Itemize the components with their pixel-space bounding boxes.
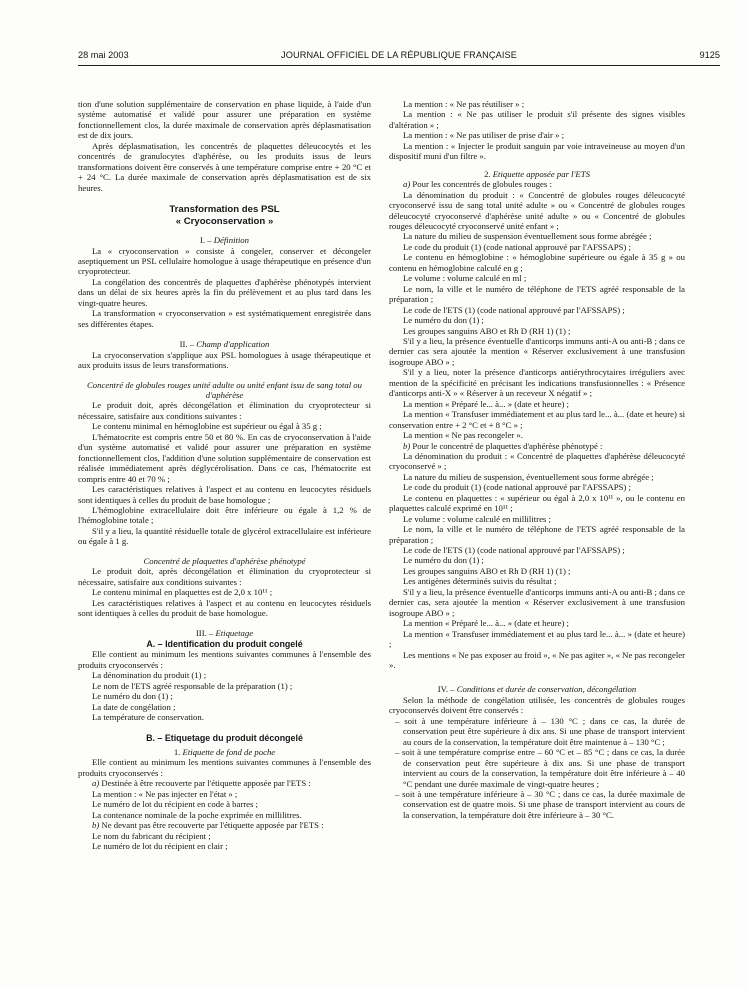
paragraph: La mention : « Injecter le produit sanguin par voie intraveineuse au moyen d'un dispositif muni d'un filtre ». <box>389 140 685 162</box>
paragraph: Selon la méthode de congélation utilisée, les concentrés de globules rouges cryoconservés doivent être conservés : <box>389 694 685 716</box>
paragraph: La mention « Transfuser immédiatement et au plus tard le... à... (date et heure) si conservation entre + 2 °C et + 8 °C » ; <box>389 409 685 430</box>
list-item: – soit à une température comprise entre – 60 °C et – 85 °C ; dans ce cas, la durée de conservation peut être supérieure à dix ans. Si une phase de transport intervient au cours de la conservation, la température doit être inférieure à – 40 °C pendant une durée maximale de vingt-quatre heures ; <box>395 747 685 789</box>
heading <box>78 747 371 757</box>
paragraph: Le nom, la ville et le numéro de téléphone de l'ETS agréé responsable de la préparation ; <box>389 524 685 545</box>
heading <box>78 235 371 245</box>
header-page-number: 9125 <box>699 50 720 60</box>
right-column <box>389 99 685 982</box>
heading-number: 1. <box>173 747 183 758</box>
paragraph: Le contenu en hémoglobine : « hémoglobine supérieure ou égale à 35 g » ou contenu en hémoglobine calculé en g ; <box>389 252 685 273</box>
list-item: – soit à une température inférieure à – 30 °C ; dans ce cas, la durée maximale de conservation est de quatre mois. Si une phase de transport intervient au cours de la conservation, la température doit être inférieure à – 30 °C. <box>395 789 685 820</box>
paragraph: Le contenu minimal en hémoglobine est supérieur ou égal à 35 g ; <box>92 421 322 432</box>
paragraph: Elle contient au minimum les mentions suivantes communes à l'ensemble des produits cryoconservés : <box>78 757 371 778</box>
paragraph: S'il y a lieu, noter la présence d'anticorps antiérythrocytaires irréguliers avec mention de la spécificité en précisant les indications transfusionnelles : « Présence d'anticorps anti-X » « Réserver à un receveur X négatif » ; <box>389 367 685 399</box>
page-header <box>78 50 720 64</box>
section-title-line: « Cryoconservation » <box>175 215 274 227</box>
paragraph: Le numéro de lot du récipient en code à barres ; <box>92 799 258 810</box>
heading-number: III. – <box>195 628 216 639</box>
paragraph: Les antigènes déterminés suivis du résultat ; <box>403 576 557 587</box>
paragraph: Le numéro du don (1) ; <box>403 315 484 326</box>
list-letter: a) <box>92 778 100 789</box>
heading <box>389 169 685 179</box>
paragraph: L'hématocrite est compris entre 50 et 80 %. En cas de cryoconservation à l'aide d'un système automatisé et validé pour assurer une préparation en système fonctionnellement clos, l'addition d'une solution supplémentaire de conservation est réalisée immédiatement après déglycérolisation. Dans ce cas, l'hématocrite est compris entre 40 et 70 % ; <box>78 431 371 484</box>
paragraph-text: Destinée à être recouverte par l'étiquette apposée par l'ETS : <box>99 778 311 789</box>
paragraph: Le nom, la ville et le numéro de téléphone de l'ETS agréé responsable de la préparation ; <box>389 283 685 305</box>
paragraph: S'il y a lieu, la présence éventuelle d'anticorps immuns anti-A ou anti-B ; dans ce dernier cas sera ajoutée la mention « Réserver exclusivement à une transfusion isogroupe ABO » ; <box>389 335 685 367</box>
paragraph: La nature du milieu de suspension, éventuellement sous forme abrégée ; <box>403 471 654 482</box>
paragraph: Le numéro du don (1) ; <box>403 555 484 566</box>
paragraph: Les caractéristiques relatives à l'aspect et au contenu en leucocytes résiduels sont identiques à celles du produit de base homologue. <box>78 597 371 619</box>
paragraph: S'il y a lieu, la présence éventuelle d'anticorps immuns anti-A ou anti-B ; dans ce dernier cas, sera ajoutée la mention « Réserver exclusivement à une transfusion isogroupe ABO » ; <box>389 586 685 618</box>
paragraph: La mention « Préparé le... à... » (date et heure) ; <box>403 618 569 629</box>
section-title-line: Transformation des PSL <box>169 204 280 216</box>
heading <box>78 339 371 349</box>
paragraph: La nature du milieu de suspension éventuellement sous forme abrégée ; <box>403 231 652 242</box>
heading-text: Etiquette de fond de poche <box>182 747 276 758</box>
header-rule <box>78 65 720 66</box>
paragraph <box>389 441 685 451</box>
left-column <box>78 99 371 982</box>
heading-number: I. – <box>200 235 214 246</box>
heading-text: Etiquetage <box>215 628 254 639</box>
paragraph: La « cryoconservation » consiste à congeler, conserver et décongeler aseptiquement un PSL cellulaire homologue à usage thérapeutique en présence d'un cryoprotecteur. <box>78 245 371 277</box>
section-title <box>78 204 371 227</box>
paragraph: La dénomination du produit (1) ; <box>92 670 207 681</box>
heading-number: II. – <box>179 339 197 350</box>
paragraph: Le code du produit (1) (code national approuvé par l'AFSSAPS) ; <box>403 241 631 252</box>
paragraph: Le numéro de lot du récipient en clair ; <box>92 841 228 852</box>
paragraph: Les mentions « Ne pas exposer au froid », « Ne pas agiter », « Ne pas recongeler ». <box>389 649 685 671</box>
paragraph: La transformation « cryoconservation » est systématiquement enregistrée dans ses différentes étapes. <box>78 308 371 329</box>
paragraph: La dénomination du produit : « Concentré de globules rouges déleucocyté cryoconservé issu de sang total unité adulte » ou « Concentré de globules rouges déleucocyté cryoconservé d'aphérèse unité adulte » ou « Concentré de globules rouges déleucocyté cryoconservé unité enfant » ; <box>389 189 685 231</box>
paragraph-text: Pour les concentrés de globules rouges : <box>410 179 552 190</box>
paragraph: Le volume : volume calculé en millilitres ; <box>403 513 551 524</box>
list-letter: b) <box>92 820 100 831</box>
paragraph-text: Ne devant pas être recouverte par l'étiquette apposée par l'ETS : <box>99 820 324 831</box>
header-journal-title: JOURNAL OFFICIEL DE LA RÉPUBLIQUE FRANÇAISE <box>281 50 517 60</box>
list-letter: a) <box>403 179 411 190</box>
subheading: Concentré de plaquettes d'aphérèse phénotypé <box>143 555 306 566</box>
paragraph: La congélation des concentrés de plaquettes d'aphérèse phénotypés intervient dans un délai de six heures après la fin du prélèvement et au plus tard dans les vingt-quatre heures. <box>78 276 371 308</box>
paragraph: tion d'une solution supplémentaire de conservation en phase liquide, à l'aide d'un système automatisé et validé pour assurer une préparation en système fonctionnellement clos, la durée maximale de conservation après déplasmatisation est de dix jours. <box>78 99 371 141</box>
paragraph: Les caractéristiques relatives à l'aspect et au contenu en leucocytes résiduels sont identiques à celles du produit de base homologue ; <box>78 484 371 505</box>
heading-text: Conditions et durée de conservation, décongélation <box>456 684 637 695</box>
paragraph: Le volume : volume calculé en ml ; <box>403 273 527 284</box>
paragraph: S'il y a lieu, la quantité résiduelle totale de glycérol extracellulaire est inférieure ou égale à 1 g. <box>78 525 371 547</box>
paragraph: Le code de l'ETS (1) (code national approuvé par l'AFSSAPS) ; <box>403 545 625 556</box>
heading <box>78 628 371 638</box>
paragraph: La mention « Transfuser immédiatement et au plus tard le... à... » (date et heure) ; <box>389 628 685 650</box>
paragraph: Le code de l'ETS (1) (code national approuvé par l'AFSSAPS) ; <box>403 304 625 315</box>
header-date: 28 mai 2003 <box>78 50 129 60</box>
paragraph-text: Pour le concentré de plaquettes d'aphérèse phénotypé : <box>410 440 603 451</box>
paragraph: La mention : « Ne pas utiliser le produit s'il présente des signes visibles d'altération » ; <box>389 109 685 130</box>
paragraph: L'hémoglobine extracellulaire doit être inférieure ou égale à 1,2 % de l'hémoglobine totale ; <box>78 504 371 526</box>
paragraph: La mention : « Ne pas réutiliser » ; <box>403 99 525 109</box>
paragraph: Le produit doit, après décongélation et élimination du cryoprotecteur si nécessaire, satisfaire aux conditions suivantes : <box>78 400 371 421</box>
paragraph: La contenance nominale de la poche exprimée en millilitres. <box>92 809 302 820</box>
paragraph: La date de congélation ; <box>92 701 176 712</box>
heading <box>389 684 685 694</box>
subheading: Concentré de globules rouges unité adulte ou unité enfant issu de sang total ou d'aphérèse <box>87 379 362 400</box>
heading-text: Etiquette apposée par l'ETS <box>492 168 590 179</box>
paragraph: Le contenu minimal en plaquettes est de 2,0 x 10¹¹ ; <box>92 587 273 598</box>
paragraph: Le nom du fabricant du récipient ; <box>92 830 211 841</box>
paragraph: La mention : « Ne pas injecter en l'état » ; <box>92 788 238 799</box>
paragraph: Après déplasmatisation, les concentrés de plaquettes déleucocytés et les concentrés de granulocytes d'aphérèse, ou les produits issus de leurs transformations doivent être conservés à une température comprise entre + 20 °C et + 24 °C. La durée maximale de conservation après déplasmatisation est de six heures. <box>78 140 371 193</box>
paragraph: La cryoconservation s'applique aux PSL homologues à usage thérapeutique et aux produits issus de leurs transformations. <box>78 349 371 371</box>
paragraph: La température de conservation. <box>92 712 204 723</box>
paragraph: Les groupes sanguins ABO et Rh D (RH 1) (1) ; <box>403 325 571 336</box>
subsection-title: B. – Etiquetage du produit décongelé <box>146 732 303 743</box>
subsection-title: A. – Identification du produit congelé <box>146 638 303 649</box>
paragraph <box>78 820 371 830</box>
paragraph: La mention : « Ne pas utiliser de prise d'air » ; <box>403 130 565 141</box>
paragraph: Le nom de l'ETS agréé responsable de la préparation (1) ; <box>92 680 293 691</box>
heading-number: IV. – <box>437 684 457 695</box>
heading-text: Définition <box>213 235 249 246</box>
paragraph: La mention « Préparé le... à... » (date et heure) ; <box>403 398 569 409</box>
paragraph: Le numéro du don (1) ; <box>92 691 173 702</box>
paragraph <box>389 179 685 189</box>
paragraph: Les groupes sanguins ABO et Rh D (RH 1) (1) ; <box>403 565 571 576</box>
list-item: – soit à une température inférieure à – 130 °C ; dans ce cas, la durée de conservation peut être supérieure à dix ans. Si une phase de transport intervient au cours de la conservation, la température doit être maintenue à – 130 °C ; <box>395 715 685 747</box>
paragraph: La dénomination du produit : « Concentré de plaquettes d'aphérèse déleucocyté cryoconservé » ; <box>389 450 685 472</box>
list-letter: b) <box>403 440 411 451</box>
heading-text: Champ d'application <box>196 339 270 350</box>
paragraph: Le code du produit (1) (code national approuvé par l'AFSSAPS) ; <box>403 482 631 493</box>
paragraph: Le produit doit, après décongélation et élimination du cryoprotecteur si nécessaire, satisfaire aux conditions suivantes : <box>78 566 371 587</box>
paragraph <box>78 778 371 788</box>
heading-number: 2. <box>484 168 493 179</box>
paragraph: Le contenu en plaquettes : « supérieur ou égal à 2,0 x 10¹¹ », ou le contenu en plaquettes calculé exprimé en 10¹¹ ; <box>389 492 685 514</box>
paragraph: Elle contient au minimum les mentions suivantes communes à l'ensemble des produits cryoconservés : <box>78 649 371 670</box>
paragraph: La mention « Ne pas recongeler ». <box>403 430 523 441</box>
